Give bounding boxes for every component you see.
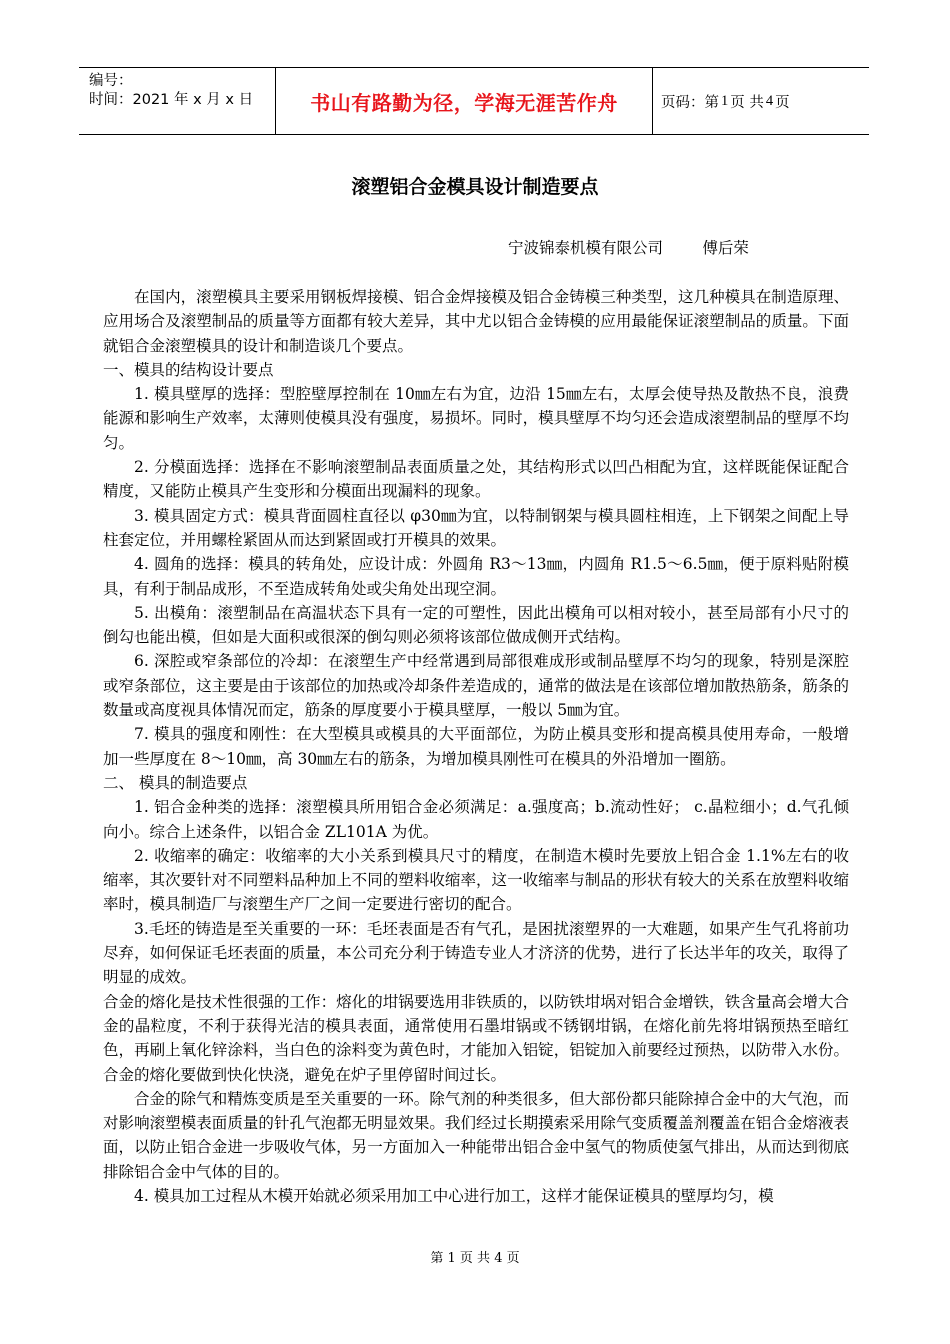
paragraph: 4. 模具加工过程从木模开始就必须采用加工中心进行加工，这样才能保证模具的壁厚均匀，模 [134,1186,774,1205]
page-middle: 页 共 [730,94,764,111]
page-total: 4 [765,92,774,109]
paragraph: 4. 圆角的选择：模具的转角处，应设计成：外圆角 R3～13㎜，内圆角 R1.5～6.5㎜，便于原料贴附模具，有利于制品成形，不至造成转角处或尖角处出现空洞。 [103,555,849,598]
paragraph: 二、 模具的制造要点 [103,773,248,792]
paragraph: 2. 分模面选择：选择在不影响滚塑制品表面质量之处，其结构形式以凹凸相配为宜，这样既能保证配合精度，又能防止模具产生变形和分模面出现漏料的现象。 [103,458,849,501]
paragraph: 合金的除气和精炼变质是至关重要的一环。除气剂的种类很多，但大部份都只能除掉合金中的大气泡，而对影响滚塑模表面质量的针孔气泡都无明显效果。我们经过长期摸索采用除气变质覆盖剂覆盖在铝合金熔液表面，以防止铝合金进一步吸收气体，另一方面加入一种能带出铝合金中氢气的物质使氢气排出，从而达到彻底排除铝合金中气体的目的。 [103,1089,849,1181]
header-meta [79,68,275,134]
header-motto-cell [275,68,653,134]
page-current: 1 [721,92,729,109]
page-footer: 第 1 页 共 4 页 [430,1251,520,1266]
document-title: 滚塑铝合金模具设计制造要点 [351,176,599,198]
document-body [103,285,849,1208]
paragraph: 合金的熔化是技术性很强的工作：熔化的坩锅要选用非铁质的，以防铁坩埚对铝合金增铁，铁含量高会增大合金的晶粒度，不利于获得光洁的模具表面，通常使用石墨坩锅或不锈钢坩锅，在熔化前先将坩锅预热至暗红色，再刷上氧化锌涂料，当白色的涂料变为黄色时，才能加入铝锭，铝锭加入前要经过预热，以防带入水份。合金的熔化要做到快化快浇，避免在炉子里停留时间过长。 [103,992,849,1084]
paragraph: 3. 模具固定方式：模具背面圆柱直径以 φ30㎜为宜，以特制钢架与模具圆柱相连，上下钢架之间配上导柱套定位，并用螺栓紧固从而达到紧固或打开模具的效果。 [103,506,849,549]
paragraph: 一、模具的结构设计要点 [103,360,274,379]
paragraph: 5. 出模角：滚塑制品在高温状态下具有一定的可塑性，因此出模角可以相对较小，甚至局部有小尺寸的倒勾也能出模，但如是大面积或很深的倒勾则必须将该部位做成侧开式结构。 [103,603,849,647]
paragraph: 1. 模具壁厚的选择：型腔壁厚控制在 10㎜左右为宜，边沿 15㎜左右，太厚会使导热及散热不良，浪费能源和影响生产效率，太薄则使模具没有强度，易损坏。同时，模具壁厚不均匀还会造成滚塑制品的壁厚不均匀。 [103,385,849,452]
paragraph: 7. 模具的强度和刚性：在大型模具或模具的大平面部位，为防止模具变形和提高模具使用寿命，一般增加一些厚度在 8～10㎜，高 30㎜左右的筋条，为增加模具刚性可在模具的外沿增加一圈筋。 [103,725,849,768]
serial-number-label: 编号： [89,73,133,89]
paragraph: 2. 收缩率的确定：收缩率的大小关系到模具尺寸的精度，在制造木模时先要放上铝合金 1.1%左右的收缩率，其次要针对不同塑料品种加上不同的塑料收缩率，这一收缩率与制品的形状有较大的关系在放塑料收缩率时，模具制造厂与滚塑生产厂之间一定要进行密切的配合。 [103,846,849,914]
motto-text: 书山有路勤为径，学海无涯苦作舟 [310,90,618,115]
header-page-number [653,68,869,134]
page-end: 页 [775,94,790,111]
date-label: 时间：2021 年 x 月 x 日 [89,92,254,108]
paragraph: 1. 铝合金种类的选择：滚塑模具所用铝合金必须满足：a.强度高；b.流动性好； c.晶粒细小；d.气孔倾向小。综合上述条件，以铝合金 ZL101A 为优。 [103,798,849,841]
paragraph: 3.毛坯的铸造是至关重要的一环：毛坯表面是否有气孔，是困扰滚塑界的一大难题，如果产生气孔将前功尽弃，如何保证毛坯表面的质量，本公司充分利于铸造专业人才济济的优势，进行了长达半年的攻关，取得了明显的成效。 [103,919,849,987]
page-header [79,67,869,135]
document-author: 宁波锦泰机模有限公司 傅后荣 [508,239,749,257]
paragraph: 6. 深腔或窄条部位的冷却：在滚塑生产中经常遇到局部很难成形或制品壁厚不均匀的现象，特别是深腔或窄条部位，这主要是由于该部位的加热或冷却条件差造成的，通常的做法是在该部位增加散热筋条，筋条的数量或高度视具体情况而定，筋条的厚度要小于模具壁厚，一般以 5㎜为宜。 [103,652,849,720]
page-label: 页码：第 [661,94,719,111]
paragraph: 在国内，滚塑模具主要采用钢板焊接模、铝合金焊接模及铝合金铸模三种类型，这几种模具在制造原理、应用场合及滚塑制品的质量等方面都有较大差异，其中尤以铝合金铸模的应用最能保证滚塑制品的质量。下面就铝合金滚塑模具的设计和制造谈几个要点。 [103,288,849,355]
